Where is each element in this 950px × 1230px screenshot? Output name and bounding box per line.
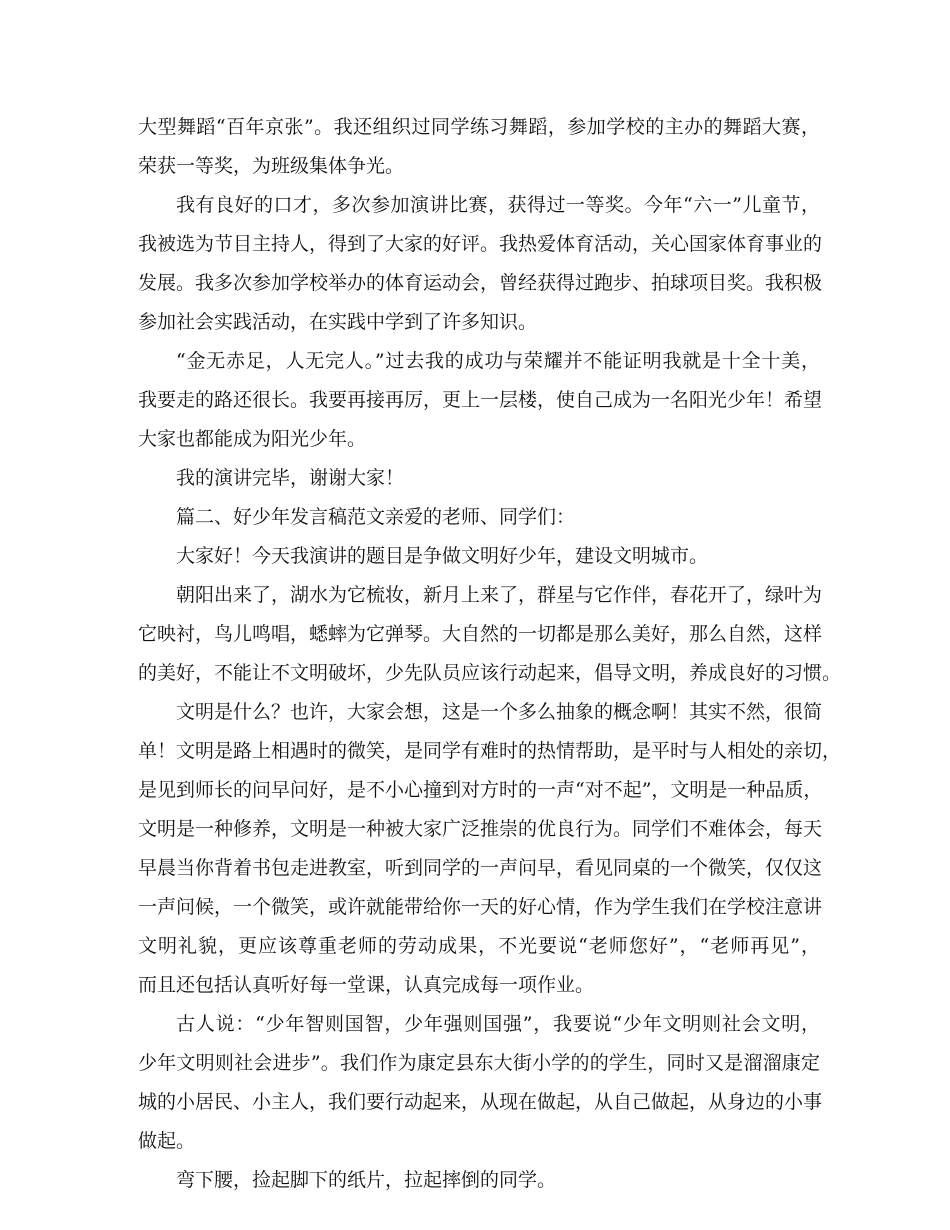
text-line: 参加社会实践活动，在实践中学到了许多知识。 — [138, 311, 538, 333]
text-line: 做起。 — [138, 1130, 196, 1152]
text-line: 我被选为节目主持人，得到了大家的好评。我热爱体育活动，关心国家体育事业的 — [138, 233, 823, 255]
text-line: 弯下腰，捡起脚下的纸片，拉起摔倒的同学。 — [176, 1169, 557, 1191]
text-line: 我要走的路还很长。我要再接再厉，更上一层楼，使自己成为一名阳光少年！希望 — [138, 389, 823, 411]
text-line: 它映衬，鸟儿鸣唱，蟋蟀为它弹琴。大自然的一切都是那么美好，那么自然，这样 — [138, 623, 823, 645]
text-line: 发展。我多次参加学校举办的体育运动会，曾经获得过跑步、拍球项目奖。我积极 — [138, 272, 823, 294]
text-line: 我的演讲完毕，谢谢大家！ — [176, 467, 405, 489]
text-line: 荣获一等奖，为班级集体争光。 — [138, 155, 405, 177]
text-line: 早晨当你背着书包走进教室，听到同学的一声问早，看见同桌的一个微笑，仅仅这 — [138, 857, 823, 879]
text-line: 文明礼貌，更应该尊重老师的劳动成果，不光要说“老师您好”，“老师再见”， — [138, 935, 820, 957]
paragraph — [138, 537, 820, 576]
paragraph — [138, 186, 823, 342]
paragraph — [138, 576, 842, 693]
text-line: 而且还包括认真听好每一堂课，认真完成每一项作业。 — [138, 974, 595, 996]
text-line: 是见到师长的问早问好，是不小心撞到对方时的一声“对不起”，文明是一种品质， — [138, 779, 823, 801]
paragraph — [138, 498, 820, 537]
text-line: 少年文明则社会进步”。我们作为康定县东大街小学的的学生，同时又是溜溜康定 — [138, 1052, 820, 1074]
text-line: 朝阳出来了，湖水为它梳妆，新月上来了，群星与它作伴，春花开了，绿叶为 — [176, 584, 823, 606]
text-line: 大型舞蹈“百年京张”。我还组织过同学练习舞蹈，参加学校的主办的舞蹈大赛， — [138, 116, 820, 138]
text-line: 单！文明是路上相遇时的微笑，是同学有难时的热情帮助，是平时与人相处的亲切， — [138, 740, 842, 762]
text-line: 城的小居民、小主人，我们要行动起来，从现在做起，从自己做起，从身边的小事 — [138, 1091, 823, 1113]
text-line: 古人说：“少年智则国智，少年强则国强”，我要说“少年文明则社会文明， — [176, 1013, 820, 1035]
text-line: “金无赤足，人无完人。”过去我的成功与荣耀并不能证明我就是十全十美， — [176, 350, 820, 372]
text-line: 我有良好的口才，多次参加演讲比赛，获得过一等奖。今年“六一”儿童节， — [176, 194, 820, 216]
paragraph — [138, 1005, 823, 1161]
paragraph — [138, 1161, 820, 1200]
paragraph — [138, 342, 823, 459]
paragraph — [138, 459, 820, 498]
text-line: 的美好，不能让不文明破坏，少先队员应该行动起来，倡导文明，养成良好的习惯。 — [138, 662, 842, 684]
text-line: 大家也都能成为阳光少年。 — [138, 428, 367, 450]
paragraph — [138, 108, 820, 186]
text-line: 文明是什么？也许，大家会想，这是一个多么抽象的概念啊！其实不然，很简 — [176, 701, 823, 723]
text-line: 篇二、好少年发言稿范文亲爱的老师、同学们： — [176, 506, 576, 528]
text-line: 一声问候，一个微笑，或许就能带给你一天的好心情，作为学生我们在学校注意讲 — [138, 896, 823, 918]
text-line: 大家好！今天我演讲的题目是争做文明好少年，建设文明城市。 — [176, 545, 709, 567]
text-line: 文明是一种修养，文明是一种被大家广泛推崇的优良行为。同学们不难体会，每天 — [138, 818, 823, 840]
document-body — [138, 108, 842, 1200]
paragraph — [138, 693, 842, 1005]
